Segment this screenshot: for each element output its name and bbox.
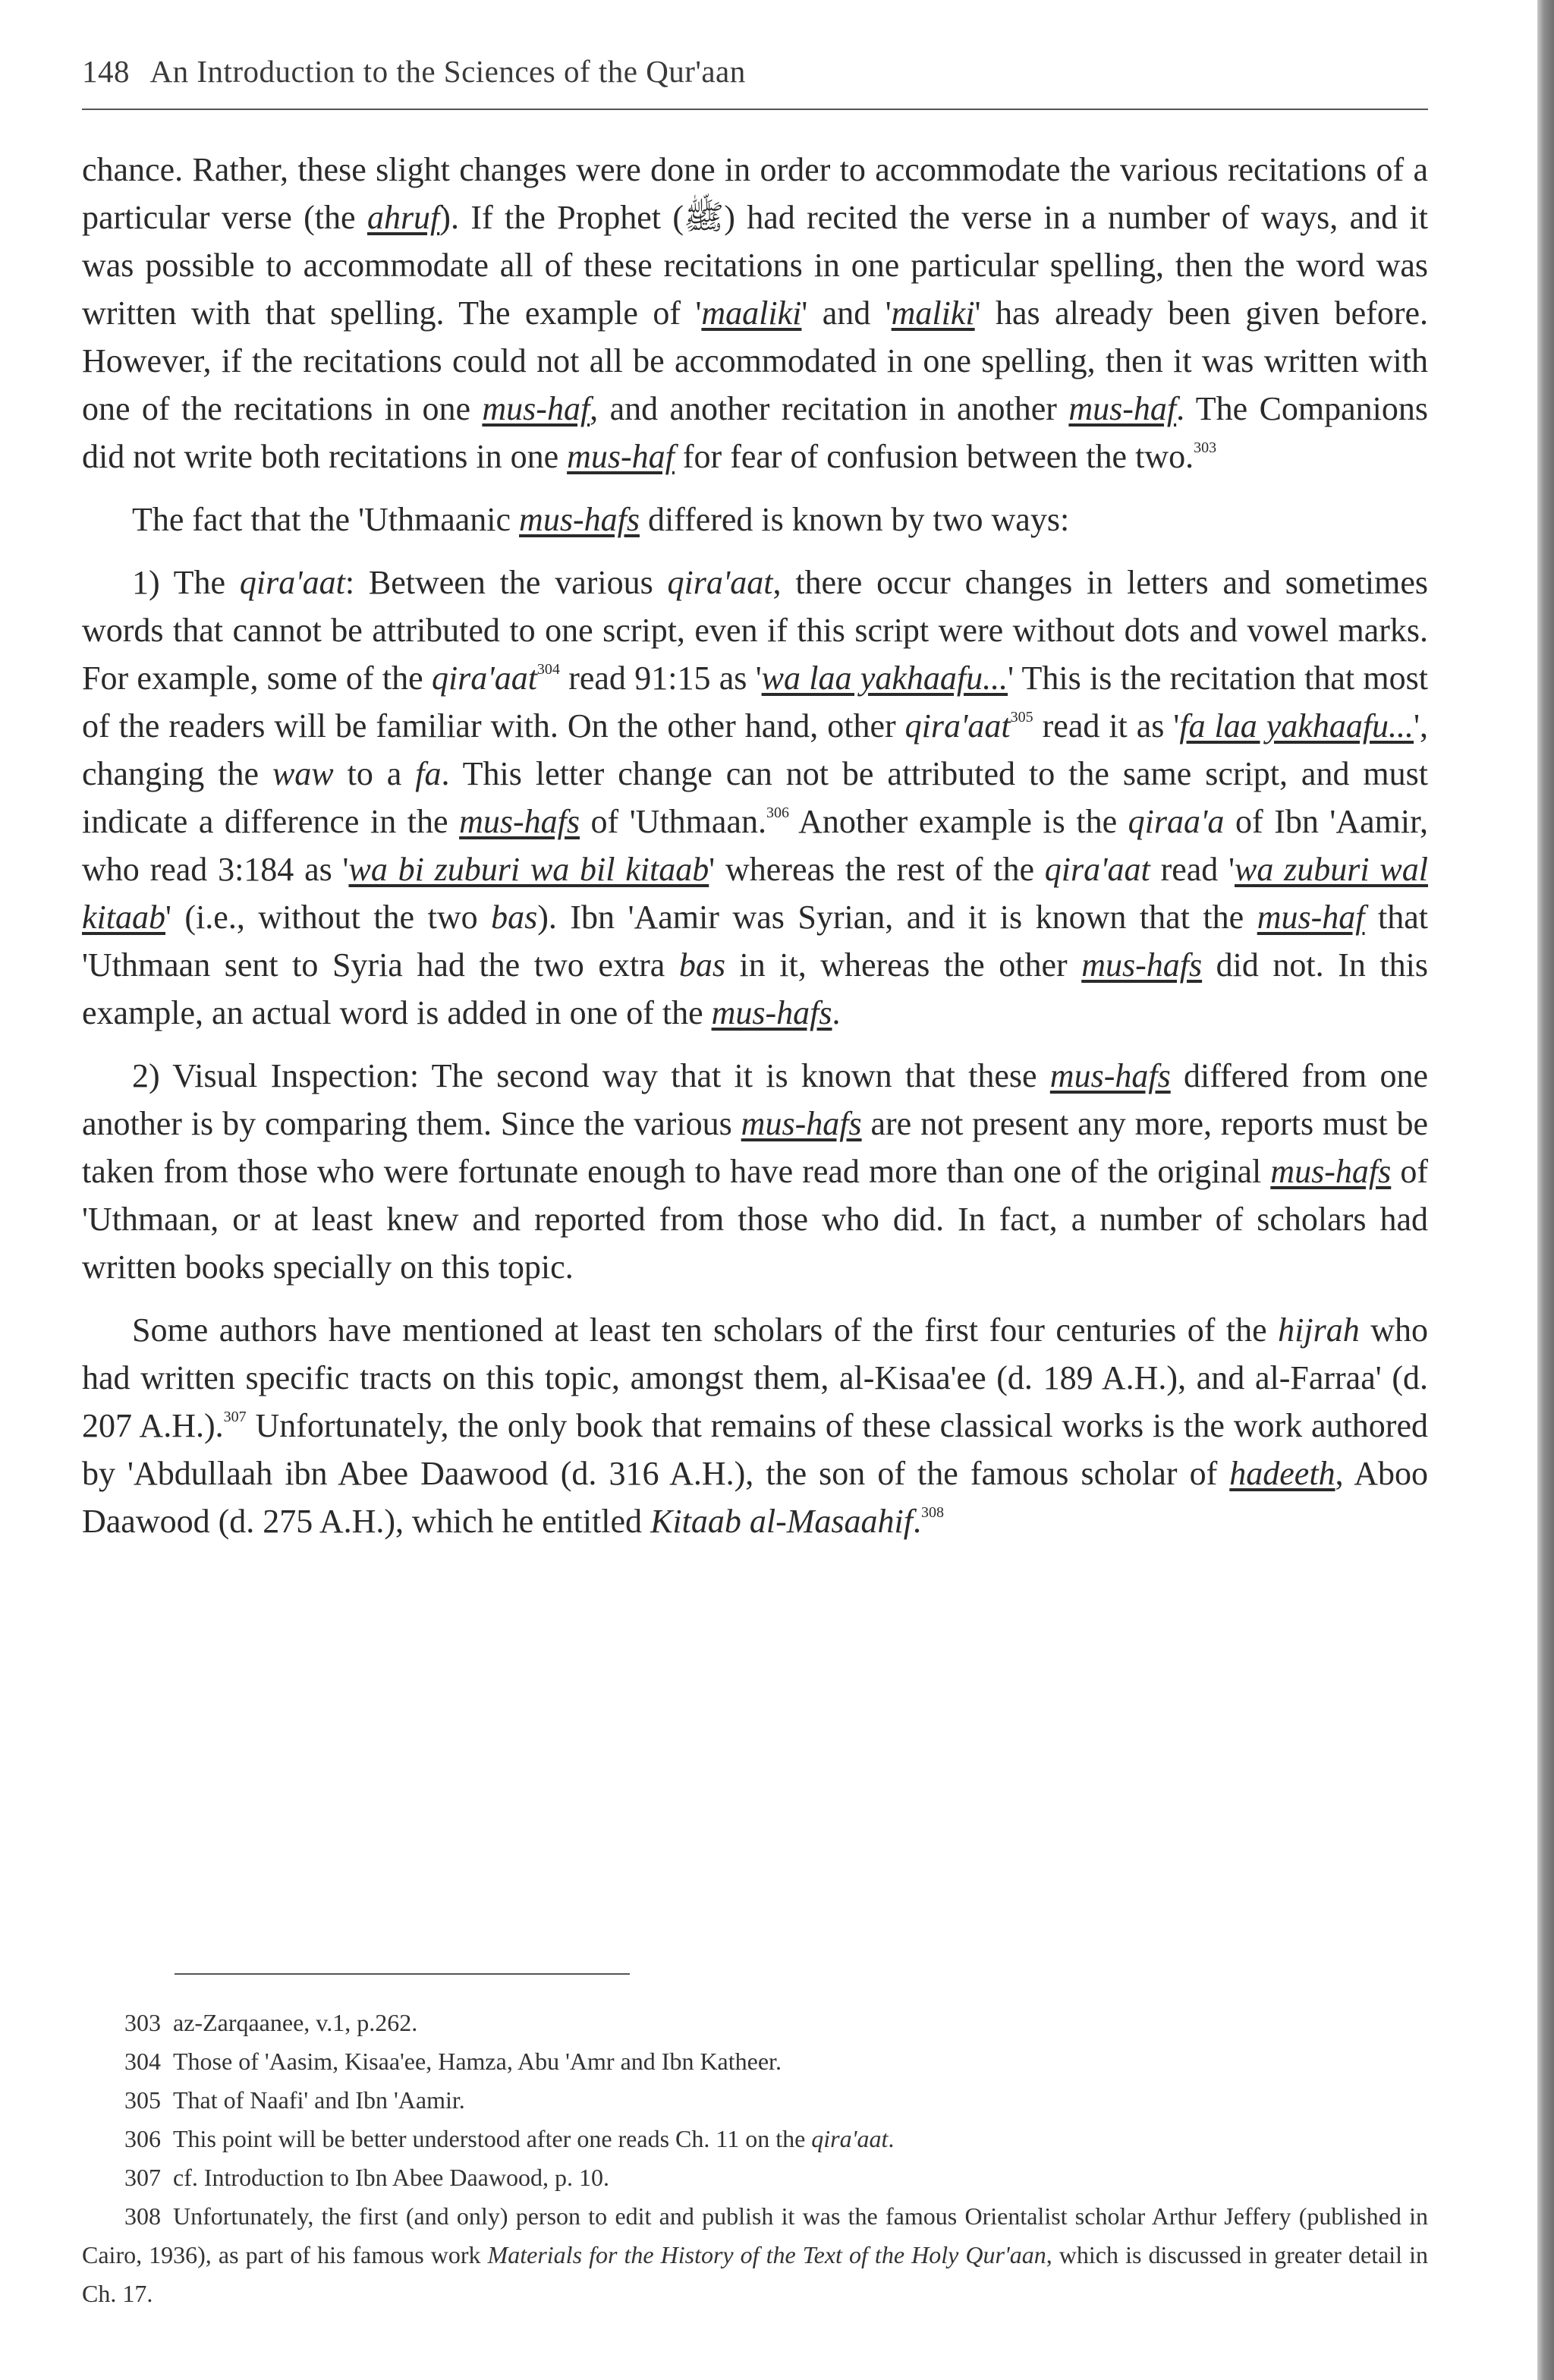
text-run: Some authors have mentioned at least ten scholars of the first four centuries of the: [132, 1311, 1279, 1349]
footnote-rule: [175, 1973, 630, 1975]
text-run: 2) Visual Inspection: The second way that it is known that these: [132, 1057, 1050, 1094]
transliterated-term: mus-haf: [1068, 390, 1177, 427]
transliterated-term: mus-haf: [482, 390, 590, 427]
paragraph: [82, 496, 1428, 543]
footnote-ref: 305: [1010, 709, 1033, 726]
text-run: for fear of confusion between the two.: [674, 438, 1194, 475]
running-header: [82, 53, 1425, 90]
transliterated-term: mus-hafs: [711, 994, 832, 1031]
transliterated-term: qira'aat: [667, 564, 773, 601]
transliterated-term: waw: [272, 755, 334, 792]
text-run: Another example is the: [788, 803, 1128, 840]
text-run: , there occur changes in letters and sometimes words that cannot be attributed to one script, even if this script were without dots and vowel marks. For example, some of the: [82, 564, 1428, 697]
transliterated-term: mus-hafs: [1081, 946, 1203, 984]
text-run: to a: [333, 755, 416, 792]
paragraph: [82, 146, 1428, 480]
transliterated-term: bas: [678, 946, 725, 984]
paragraph: [82, 559, 1428, 1037]
text-run: 1) The: [132, 564, 240, 601]
transliterated-term: bas: [491, 899, 538, 936]
transliterated-term: wa laa yakhaafu...: [761, 660, 1008, 697]
text-run: .: [912, 1503, 921, 1540]
transliterated-term: Materials for the History of the Text of the Holy Qur'aan: [487, 2241, 1046, 2268]
transliterated-term: wa bi zuburi wa bil kitaab: [348, 851, 709, 888]
transliterated-term: mus-haf: [1257, 899, 1365, 936]
text-run: . The Companions did not write both recitations in one: [82, 390, 1429, 475]
text-run: differed from one another is by comparing them. Since the various: [82, 1057, 1428, 1142]
text-run: ). If the Prophet (ﷺ) had recited the verse in a number of ways, and it was possible to accommodate all of these recitations in one particular spelling, then the word was written with that spelling. The example of ': [82, 199, 1428, 332]
transliterated-term: mus-hafs: [1270, 1153, 1392, 1190]
body-text: [82, 146, 1428, 1560]
transliterated-term: wa zuburi wal kitaab: [82, 851, 1428, 936]
footnote: [82, 2081, 1428, 2120]
footnote-ref: 304: [536, 661, 560, 678]
text-run: who had written specific tracts on this topic, amongst them, al-Kisaa'ee (d. 189 A.H.), and al-Farraa' (d. 207 A.H.).: [82, 1311, 1429, 1444]
transliterated-term: qira'aat: [904, 707, 1011, 745]
text-run: read it as ': [1033, 707, 1180, 745]
text-run: The fact that the 'Uthmaanic: [132, 501, 520, 538]
transliterated-term: ahruf: [366, 199, 440, 236]
text-run: that 'Uthmaan sent to Syria had the two extra: [82, 899, 1428, 984]
paragraph: [82, 1306, 1428, 1545]
text-run: az-Zarqaanee, v.1, p.262.: [173, 2009, 418, 2036]
transliterated-term: qira'aat: [239, 564, 345, 601]
text-run: ' This is the recitation that most of the readers will be familiar with. On the other hand, other: [82, 660, 1429, 745]
transliterated-term: fa laa yakhaafu...: [1179, 707, 1414, 745]
text-run: differed is known by two ways:: [639, 501, 1070, 538]
footnote: [82, 2158, 1428, 2197]
text-run: , and another recitation in another: [590, 390, 1069, 427]
text-run: . This letter change can not be attributed to the same script, and must indicate a difference in the: [82, 755, 1428, 840]
transliterated-term: qira'aat: [811, 2125, 889, 2152]
footnote-number: 306: [124, 2125, 161, 2152]
transliterated-term: mus-hafs: [741, 1105, 862, 1142]
page-number: 148: [82, 54, 130, 89]
transliterated-term: maaliki: [701, 294, 802, 332]
transliterated-term: mus-hafs: [459, 803, 580, 840]
text-run: ' whereas the rest of the: [709, 851, 1045, 888]
footnote: [82, 2042, 1428, 2081]
footnote-ref: 303: [1194, 439, 1217, 456]
transliterated-term: hadeeth: [1229, 1455, 1335, 1492]
text-run: ). Ibn 'Aamir was Syrian, and it is known that the: [537, 899, 1257, 936]
transliterated-term: fa: [415, 755, 442, 792]
text-run: ' and ': [801, 294, 892, 332]
text-run: chance. Rather, these slight changes were done in order to accommodate the various recitations of a particular verse (the: [82, 151, 1428, 236]
text-run: read 91:15 as ': [559, 660, 762, 697]
text-run: read ': [1150, 851, 1235, 888]
transliterated-term: Kitaab al-Masaahif: [650, 1503, 913, 1540]
text-run: cf. Introduction to Ibn Abee Daawood, p. 10.: [173, 2164, 609, 2191]
text-run: Unfortunately, the first (and only) person to edit and publish it was the famous Orientalist scholar Arthur Jeffery (published in Cairo, 1936), as part of his famous work: [82, 2202, 1428, 2268]
transliterated-term: hijrah: [1278, 1311, 1360, 1349]
transliterated-term: maliki: [891, 294, 975, 332]
footnote: [82, 2197, 1428, 2313]
footnote-ref: 307: [223, 1409, 247, 1425]
paragraph: [82, 1052, 1428, 1291]
transliterated-term: mus-hafs: [1049, 1057, 1171, 1094]
footnote-number: 304: [124, 2048, 161, 2075]
transliterated-term: mus-hafs: [519, 501, 640, 538]
text-run: : Between the various: [344, 564, 668, 601]
text-run: , Aboo Daawood (d. 275 A.H.), which he entitled: [82, 1455, 1428, 1540]
footnote-number: 305: [124, 2086, 161, 2114]
footnote-number: 307: [124, 2164, 161, 2191]
text-run: This point will be better understood after one reads Ch. 11 on the: [173, 2125, 812, 2152]
text-run: of 'Uthmaan, or at least knew and reported from those who did. In fact, a number of scholars had written books specially on this topic.: [82, 1153, 1428, 1286]
text-run: Those of 'Aasim, Kisaa'ee, Hamza, Abu 'Amr and Ibn Katheer.: [173, 2048, 782, 2075]
text-run: are not present any more, reports must be taken from those who were fortunate enough to have read more than one of the original: [82, 1105, 1428, 1190]
header-rule: [82, 109, 1428, 110]
text-run: ' (i.e., without the two: [165, 899, 492, 936]
footnotes: [82, 2004, 1428, 2313]
text-run: of 'Uthmaan.: [579, 803, 766, 840]
footnote-ref: 308: [920, 1504, 944, 1521]
transliterated-term: qira'aat: [431, 660, 537, 697]
transliterated-term: qiraa'a: [1128, 803, 1225, 840]
footnote-number: 303: [124, 2009, 161, 2036]
text-run: .: [888, 2125, 895, 2152]
text-run: of Ibn 'Aamir, who read 3:184 as ': [82, 803, 1428, 888]
transliterated-term: qira'aat: [1044, 851, 1150, 888]
text-run: ', changing the: [82, 707, 1428, 792]
running-title: An Introduction to the Sciences of the Qur'aan: [149, 54, 746, 89]
text-run: in it, whereas the other: [725, 946, 1082, 984]
text-run: That of Naafi' and Ibn 'Aamir.: [173, 2086, 465, 2114]
text-run: did not. In this example, an actual word is added in one of the: [82, 946, 1428, 1031]
footnote: [82, 2120, 1428, 2158]
text-run: , which is discussed in greater detail in Ch. 17.: [82, 2241, 1429, 2307]
footnote: [82, 2004, 1428, 2042]
footnote-number: 308: [124, 2202, 161, 2230]
text-run: ' has already been given before. However, if the recitations could not all be accommodated in one spelling, then it was written with one of the recitations in one: [82, 294, 1428, 427]
transliterated-term: mus-haf: [567, 438, 675, 475]
text-run: Unfortunately, the only book that remains of these classical works is the work authored by 'Abdullaah ibn Abee Daawood (d. 316 A.H.), the son of the famous scholar of: [82, 1407, 1428, 1492]
text-run: .: [832, 994, 841, 1031]
footnote-ref: 306: [766, 804, 789, 821]
page-edge-shadow: [1537, 0, 1554, 2380]
